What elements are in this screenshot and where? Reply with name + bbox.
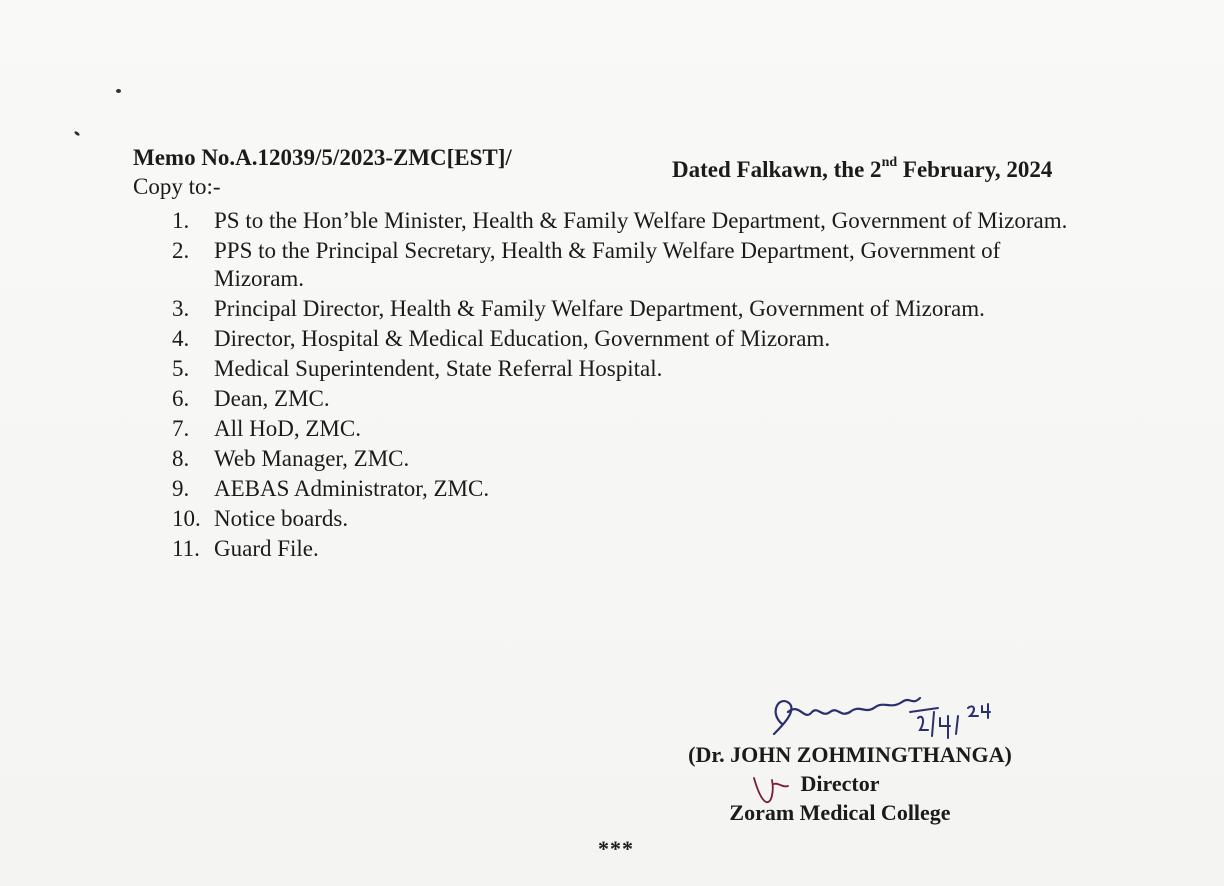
list-item xyxy=(172,415,1102,443)
list-item xyxy=(172,535,1102,563)
list-item-text: Guard File. xyxy=(214,536,319,561)
signatory-institution: Zoram Medical College xyxy=(729,800,951,825)
scan-speck xyxy=(74,131,81,137)
signature-block xyxy=(640,740,1040,827)
list-item-number: 10. xyxy=(172,506,201,531)
list-item xyxy=(172,355,1102,383)
signatory-title: Director xyxy=(800,771,880,796)
memo-date xyxy=(672,157,1052,183)
list-item xyxy=(172,237,1102,293)
list-item xyxy=(172,207,1102,235)
date-prefix: Dated Falkawn, the 2 xyxy=(672,157,882,182)
list-item-number: 6. xyxy=(172,386,190,411)
end-mark: *** xyxy=(598,836,634,861)
list-item-text: All HoD, ZMC. xyxy=(214,416,361,441)
list-item-number: 1. xyxy=(172,208,190,233)
list-item-text: Web Manager, ZMC. xyxy=(214,446,410,471)
list-item-text: Director, Hospital & Medical Education, Government of Mizoram. xyxy=(214,326,831,351)
list-item xyxy=(172,505,1102,533)
list-item-number: 9. xyxy=(172,476,190,501)
signatory-name: (Dr. JOHN ZOHMINGTHANGA) xyxy=(688,742,1012,767)
list-item xyxy=(172,475,1102,503)
list-item-number: 7. xyxy=(172,416,190,441)
list-item-number: 2. xyxy=(172,238,190,263)
list-item xyxy=(172,325,1102,353)
list-item-text: Principal Director, Health & Family Welfare Department, Government of Mizoram. xyxy=(214,296,985,321)
distribution-list xyxy=(172,207,1102,565)
copy-to-heading: Copy to:- xyxy=(133,174,221,199)
handwritten-signature xyxy=(760,682,1020,742)
list-item-text: AEBAS Administrator, ZMC. xyxy=(214,476,490,501)
list-item-text: Notice boards. xyxy=(214,506,349,531)
list-item-number: 11. xyxy=(172,536,200,561)
date-ordinal-suffix: nd xyxy=(881,155,898,170)
list-item xyxy=(172,385,1102,413)
list-item xyxy=(172,445,1102,473)
list-item-number: 8. xyxy=(172,446,190,471)
date-suffix: February, 2024 xyxy=(897,157,1053,182)
list-item-number: 3. xyxy=(172,296,190,321)
list-item-number: 5. xyxy=(172,356,190,381)
list-item-text: PPS to the Principal Secretary, Health & Family Welfare Department, Government of Mizoram. xyxy=(214,238,1001,291)
list-item-text: Dean, ZMC. xyxy=(214,386,330,411)
list-item-number: 4. xyxy=(172,326,190,351)
list-item-text: Medical Superintendent, State Referral Hospital. xyxy=(214,356,663,381)
memo-number: Memo No.A.12039/5/2023-ZMC[EST]/ xyxy=(133,145,512,170)
scan-speck xyxy=(116,89,121,93)
list-item xyxy=(172,295,1102,323)
list-item-text: PS to the Hon’ble Minister, Health & Family Welfare Department, Government of Mizoram. xyxy=(214,208,1068,233)
